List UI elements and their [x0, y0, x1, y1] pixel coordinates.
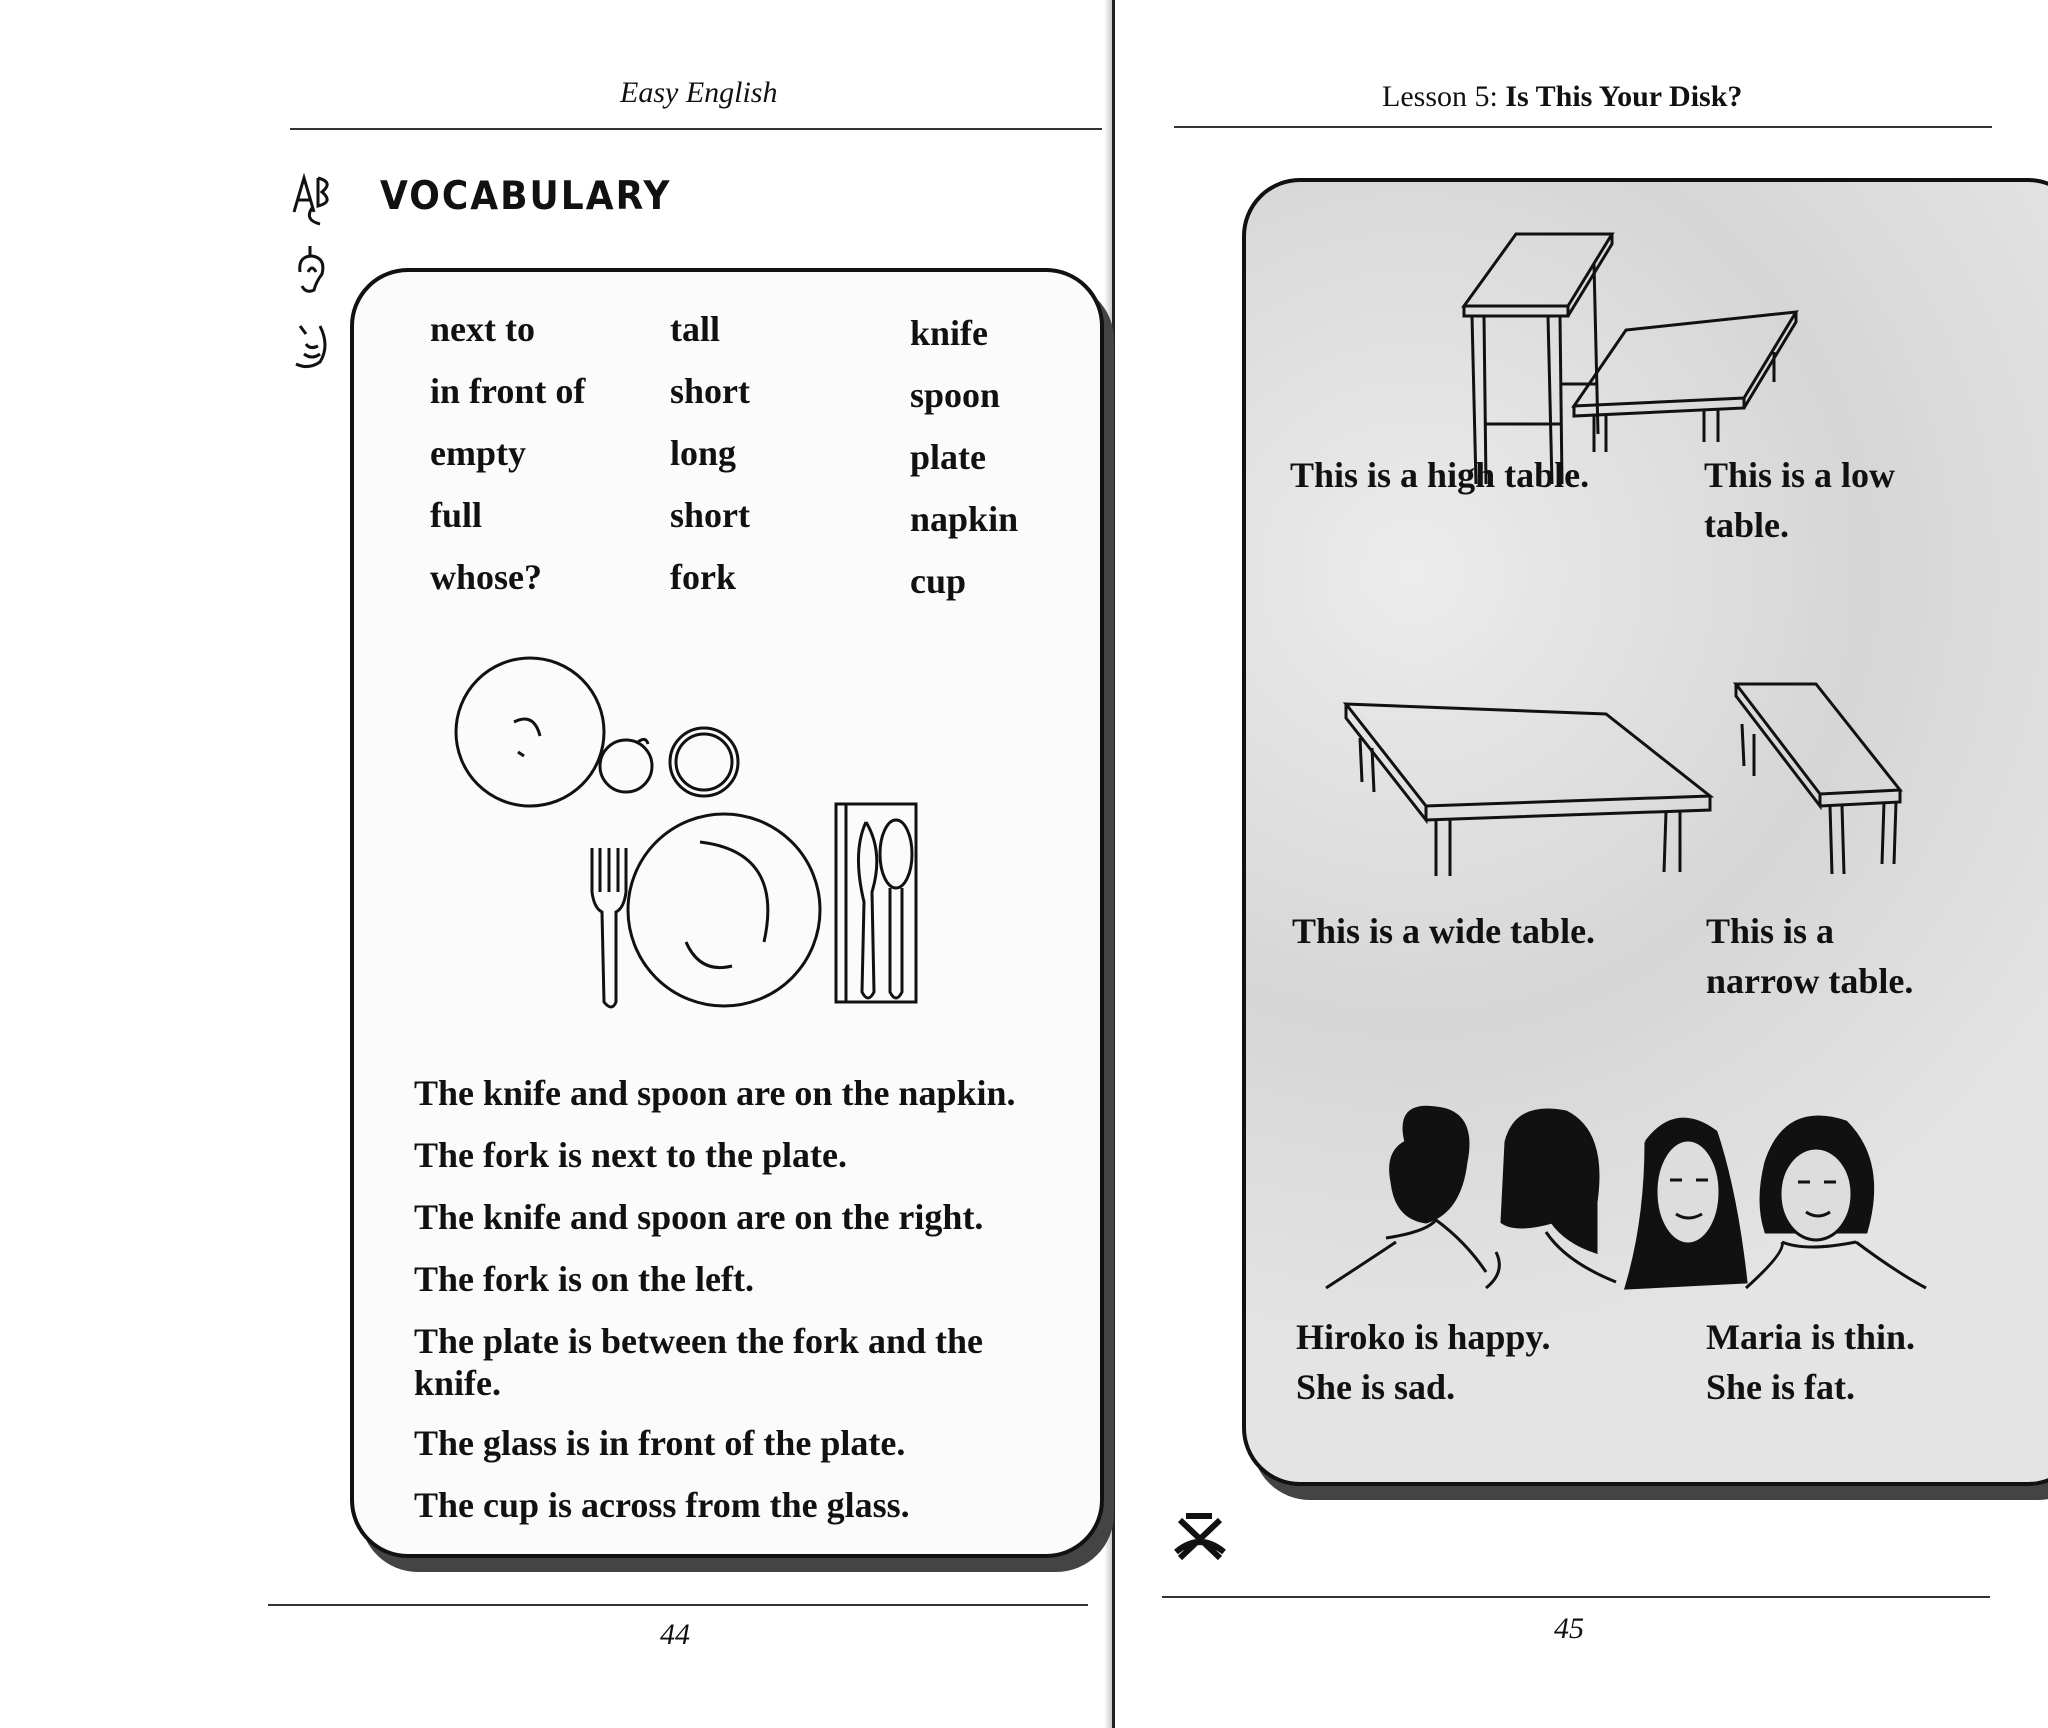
vocab-word: full	[430, 495, 483, 535]
vocab-word: knife	[910, 313, 989, 353]
glass	[670, 728, 738, 796]
header-rule	[290, 128, 1102, 130]
pencil-cross-icon	[1172, 1512, 1228, 1564]
napkin	[836, 804, 916, 1002]
vocab-word: fork	[670, 557, 736, 597]
caption-wide-table: This is a wide table.	[1292, 911, 1596, 951]
example-sentence: The glass is in front of the plate.	[414, 1423, 906, 1463]
example-sentence: The plate is between the fork and the knife.	[414, 1321, 983, 1403]
page-number: 45	[1554, 1612, 1584, 1645]
example-sentence: The knife and spoon are on the right.	[414, 1197, 984, 1237]
footer-rule	[1162, 1596, 1990, 1598]
place-setting-illustration	[454, 652, 934, 1012]
vocab-word: tall	[670, 309, 720, 349]
section-title: VOCABULARY	[380, 173, 672, 220]
caption-fat: She is fat.	[1706, 1367, 1856, 1407]
faces-illustration	[1326, 1102, 1946, 1302]
running-head	[1382, 80, 1742, 114]
example-sentence: The fork is on the left.	[414, 1259, 754, 1299]
example-sentence: The knife and spoon are on the napkin.	[414, 1073, 1016, 1113]
knife	[858, 822, 876, 998]
example-sentence: The cup is across from the glass.	[414, 1485, 910, 1525]
example-sentence: The fork is next to the plate.	[414, 1135, 847, 1175]
vocab-word: short	[670, 371, 750, 411]
vocab-word: long	[670, 433, 737, 473]
vocab-word: next to	[430, 309, 535, 349]
illustration-panel	[1242, 178, 2048, 1486]
bread-plate	[456, 658, 604, 806]
running-head: Easy English	[620, 76, 778, 109]
vocab-word: cup	[910, 561, 967, 601]
cup	[600, 740, 652, 792]
wide-table-illustration	[1346, 704, 1710, 884]
low-table-illustration	[1574, 312, 1804, 452]
caption-narrow-table: This is a narrow table.	[1706, 911, 1914, 1001]
vocabulary-panel	[350, 268, 1104, 1558]
vocab-word: short	[670, 495, 750, 535]
caption-happy: Hiroko is happy.	[1296, 1317, 1551, 1357]
caption-low-table: This is a low table.	[1704, 455, 1896, 545]
header-rule	[1174, 126, 1992, 128]
vocab-word: in front of	[430, 371, 586, 411]
spoon	[880, 820, 912, 888]
fork	[592, 848, 626, 1007]
lesson-number: Lesson 5:	[1382, 80, 1506, 113]
caption-thin: Maria is thin.	[1706, 1317, 1916, 1357]
narrow-table-illustration	[1736, 684, 1902, 884]
vocab-word: plate	[910, 437, 986, 477]
vocab-word: spoon	[910, 375, 1001, 415]
sad-face-hair	[1502, 1110, 1598, 1252]
footer-rule	[268, 1604, 1088, 1606]
vocab-word: empty	[430, 433, 526, 473]
caption-sad: She is sad.	[1296, 1367, 1456, 1407]
caption-high-table: This is a high table.	[1290, 455, 1590, 495]
dinner-plate	[628, 814, 820, 1006]
right-page	[1112, 0, 2048, 1728]
vocab-word: napkin	[910, 499, 1019, 539]
page-number: 44	[660, 1618, 690, 1651]
lesson-title: Is This Your Disk?	[1505, 80, 1743, 113]
vocab-word: whose?	[430, 557, 543, 597]
